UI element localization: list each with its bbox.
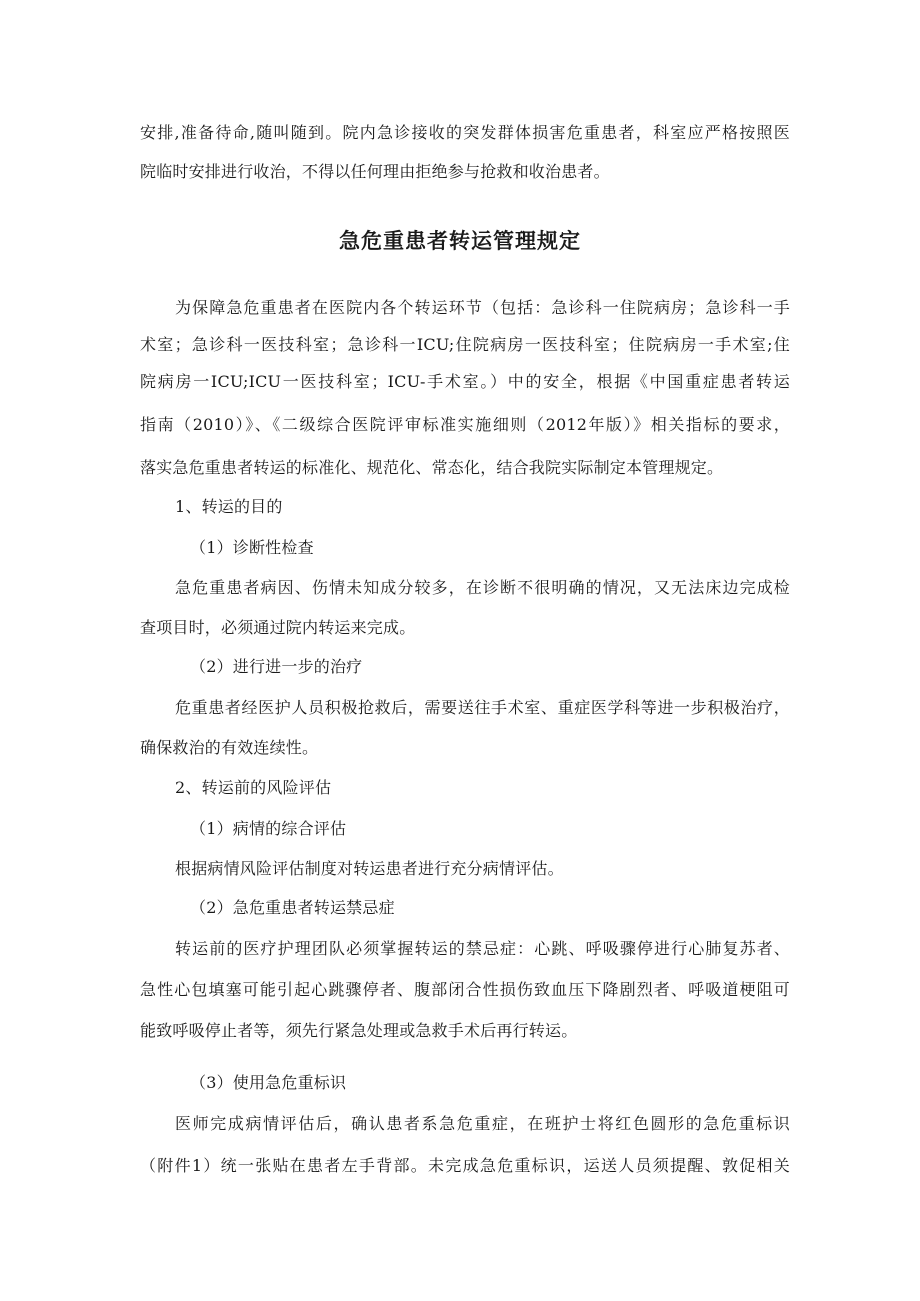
section2-item2-line-1: 转运前的医疗护理团队必须掌握转运的禁忌症：心跳、呼吸骤停进行心肺复苏者、 (175, 939, 790, 958)
preamble-line-3: 院病房一ICU;ICU一医技科室；ICU-手术室。）中的安全，根据《中国重症患者转运 (140, 372, 790, 391)
intro-line-1: 安排,准备待命,随叫随到。院内急诊接收的突发群体损害危重患者，科室应严格按照医 (140, 123, 790, 142)
section1-heading: 1、转运的目的 (175, 497, 283, 516)
section1-item2-line-2: 确保救治的有效连续性。 (140, 738, 319, 757)
section2-item3-line-1: 医师完成病情评估后，确认患者系急危重症，在班护士将红色圆形的急危重标识 (175, 1114, 790, 1133)
section1-item1-line-1: 急危重患者病因、伤情未知成分较多，在诊断不很明确的情况，又无法床边完成检 (175, 578, 790, 597)
section2-item2-heading: （2）急危重患者转运禁忌症 (190, 898, 395, 917)
intro-line-2: 院临时安排进行收治，不得以任何理由拒绝参与抢救和收治患者。 (140, 162, 610, 181)
section1-item2-heading: （2）进行进一步的治疗 (190, 657, 363, 676)
section2-heading: 2、转运前的风险评估 (175, 778, 332, 797)
section2-item3-heading: （3）使用急危重标识 (190, 1073, 347, 1092)
section1-item2-line-1: 危重患者经医护人员积极抢救后，需要送往手术室、重症医学科等进一步积极治疗， (175, 698, 790, 717)
preamble-line-2: 术室；急诊科一医技科室；急诊科一ICU;住院病房一医技科室；住院病房一手术室;住 (140, 335, 790, 354)
section1-item1-line-2: 查项目时，必须通过院内转运来完成。 (140, 618, 416, 637)
preamble-line-1: 为保障急危重患者在医院内各个转运环节（包括：急诊科一住院病房；急诊科一手 (175, 298, 790, 317)
section2-item2-line-3: 能致呼吸停止者等，须先行紧急处理或急救手术后再行转运。 (140, 1021, 578, 1040)
preamble-line-5: 落实急危重患者转运的标准化、规范化、常态化，结合我院实际制定本管理规定。 (140, 458, 724, 477)
section2-item1-heading: （1）病情的综合评估 (190, 819, 347, 838)
section2-item2-line-2: 急性心包填塞可能引起心跳骤停者、腹部闭合性损伤致血压下降剧烈者、呼吸道梗阻可 (140, 980, 790, 999)
section2-item1-line-1: 根据病情风险评估制度对转运患者进行充分病情评估。 (175, 859, 564, 878)
document-title: 急危重患者转运管理规定 (339, 229, 581, 253)
preamble-line-4: 指南（2010）》、《二级综合医院评审标准实施细则（2012年版）》相关指标的要求， (140, 415, 790, 434)
section1-item1-heading: （1）诊断性检查 (190, 538, 314, 557)
section2-item3-line-2: （附件1）统一张贴在患者左手背部。未完成急危重标识，运送人员须提醒、敦促相关 (140, 1156, 790, 1175)
